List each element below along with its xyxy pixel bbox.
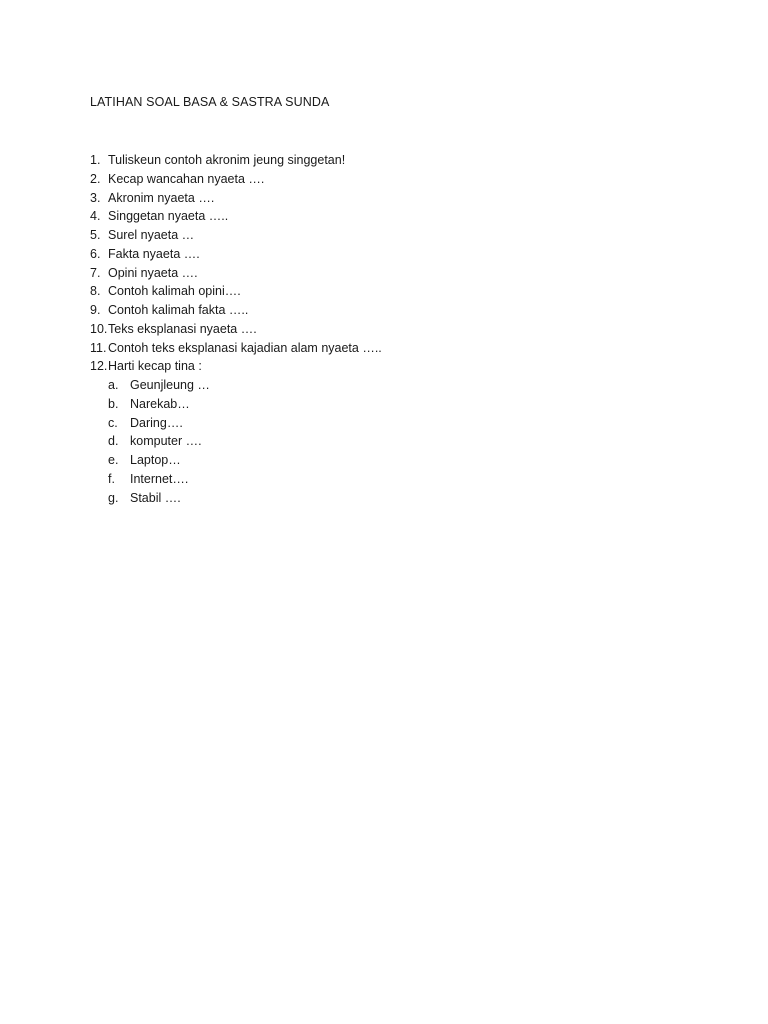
question-number: 2. xyxy=(90,171,101,186)
sub-item-text: Daring…. xyxy=(130,415,183,430)
question-item-12 xyxy=(90,357,382,376)
question-text: Tuliskeun contoh akronim jeung singgetan! xyxy=(108,153,346,167)
sub-item-b xyxy=(90,395,382,414)
question-text: Akronim nyaeta …. xyxy=(108,190,215,205)
question-item-9 xyxy=(90,301,382,320)
question-text: Opini nyaeta …. xyxy=(108,265,198,280)
question-text: Contoh kalimah fakta ….. xyxy=(108,303,249,317)
question-number: 8. xyxy=(90,284,101,299)
sub-item-text: komputer …. xyxy=(130,434,202,449)
question-item-10 xyxy=(90,320,382,339)
sub-item-g xyxy=(90,489,382,508)
sub-item-a xyxy=(90,376,382,395)
document-title: LATIHAN SOAL BASA & SASTRA SUNDA xyxy=(90,95,330,109)
sub-item-c xyxy=(90,414,382,433)
sub-item-text: Laptop… xyxy=(130,453,181,467)
question-text: Kecap wancahan nyaeta …. xyxy=(108,171,265,186)
question-item-8 xyxy=(90,282,382,301)
sub-item-letter: b. xyxy=(108,396,119,411)
question-text: Contoh kalimah opini…. xyxy=(108,284,241,299)
sub-item-e xyxy=(90,451,382,470)
question-item-7 xyxy=(90,264,382,283)
question-item-2 xyxy=(90,170,382,189)
sub-item-d xyxy=(90,432,382,451)
sub-item-list xyxy=(90,376,382,507)
question-number: 1. xyxy=(90,153,101,167)
sub-item-text: Internet…. xyxy=(130,471,189,486)
sub-item-letter: c. xyxy=(108,415,118,430)
question-item-6 xyxy=(90,245,382,264)
question-number: 5. xyxy=(90,228,101,242)
question-text: Teks eksplanasi nyaeta …. xyxy=(108,321,257,336)
sub-item-group xyxy=(90,376,382,507)
question-text: Fakta nyaeta …. xyxy=(108,246,200,261)
question-number: 7. xyxy=(90,265,101,280)
sub-item-text: Stabil …. xyxy=(130,490,181,505)
sub-item-f xyxy=(90,470,382,489)
question-text: Contoh teks eksplanasi kajadian alam nyaeta ….. xyxy=(108,340,382,355)
sub-item-letter: e. xyxy=(108,453,119,467)
question-text: Singgetan nyaeta ….. xyxy=(108,209,229,224)
sub-item-text: Narekab… xyxy=(130,396,190,411)
sub-item-letter: a. xyxy=(108,378,119,392)
question-list xyxy=(90,151,382,507)
question-item-4 xyxy=(90,207,382,226)
question-item-3 xyxy=(90,189,382,208)
question-item-5 xyxy=(90,226,382,245)
sub-item-letter: d. xyxy=(108,434,119,449)
question-item-1 xyxy=(90,151,382,170)
sub-item-letter: f. xyxy=(108,471,115,486)
question-number: 9. xyxy=(90,303,101,317)
sub-item-letter: g. xyxy=(108,490,119,505)
question-number: 10. xyxy=(90,321,108,336)
question-item-11 xyxy=(90,339,382,358)
question-number: 11. xyxy=(90,340,107,355)
sub-item-text: Geunjleung … xyxy=(130,378,210,392)
question-text: Surel nyaeta … xyxy=(108,228,195,242)
question-number: 12. xyxy=(90,359,108,374)
question-number: 6. xyxy=(90,246,101,261)
question-number: 4. xyxy=(90,209,101,224)
question-number: 3. xyxy=(90,190,101,205)
question-text: Harti kecap tina : xyxy=(108,359,202,374)
